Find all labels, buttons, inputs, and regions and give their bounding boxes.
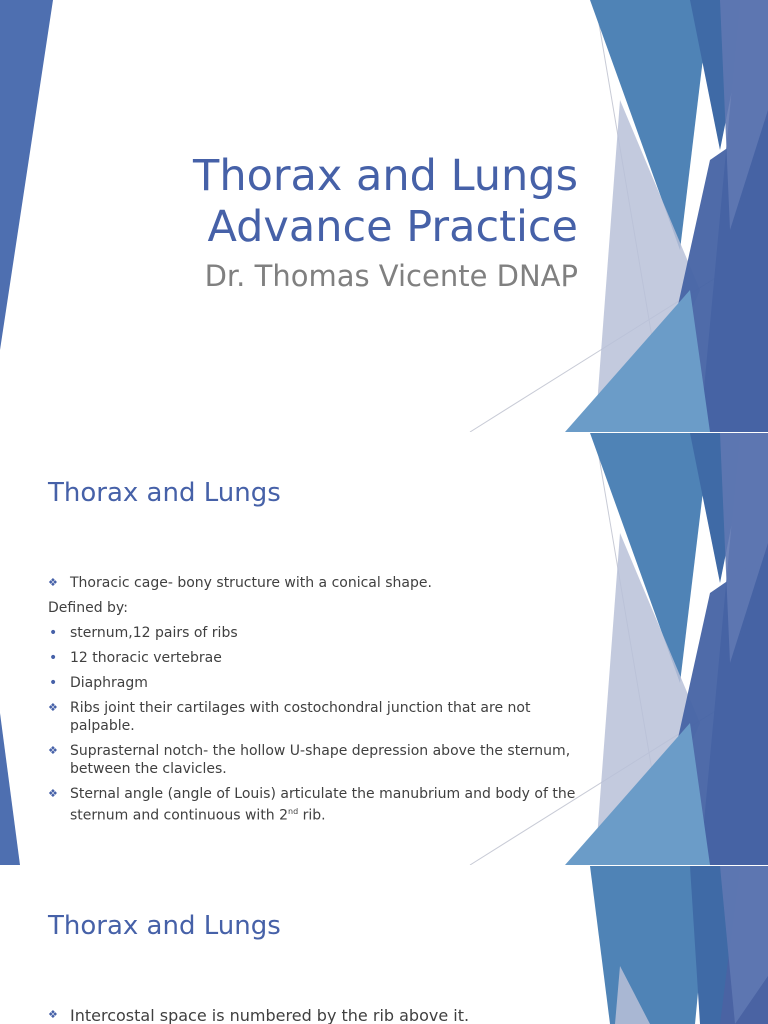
slide-title: Thorax and Lungs <box>48 911 281 941</box>
content-slide-3 <box>0 866 768 1024</box>
diamond-bullet-icon: ❖ <box>48 787 58 800</box>
list-item: • sternum,12 pairs of ribs <box>49 625 238 641</box>
title-slide <box>0 0 768 432</box>
bullet-list <box>48 574 588 832</box>
title-line-1: Thorax and Lungs <box>193 151 578 201</box>
slide-subtitle: Dr. Thomas Vicente DNAP <box>204 259 578 293</box>
list-item: ❖ Intercostal space is numbered by the rib above it. <box>48 1006 470 1024</box>
title-line-2: Advance Practice <box>207 202 578 252</box>
list-item: ❖ Suprasternal notch- the hollow U-shape depression above the sternum, between the clavicles. <box>48 743 571 777</box>
diamond-bullet-icon: ❖ <box>48 701 58 714</box>
list-item: • 12 thoracic vertebrae <box>49 650 222 666</box>
slide-title: Thorax and Lungs <box>48 478 281 508</box>
dot-bullet-icon: • <box>49 650 58 666</box>
list-item: Defined by: <box>48 600 128 616</box>
dot-bullet-icon: • <box>49 675 58 691</box>
list-item: • Diaphragm <box>49 675 148 691</box>
dot-bullet-icon: • <box>49 625 58 641</box>
list-item: ❖ Thoracic cage- bony structure with a conical shape. <box>48 575 432 591</box>
diamond-bullet-icon: ❖ <box>48 576 58 589</box>
list-item: ❖ Sternal angle (angle of Louis) articulate the manubrium and body of the sternum and continuous with 2nd rib. <box>48 786 576 824</box>
slide-decoration <box>0 866 768 1024</box>
diamond-bullet-icon: ❖ <box>48 744 58 757</box>
slide-title <box>193 151 578 253</box>
list-item: ❖ Ribs joint their cartilages with costochondral junction that are not palpable. <box>48 700 531 734</box>
content-slide-2 <box>0 433 768 865</box>
diamond-bullet-icon: ❖ <box>48 1008 58 1021</box>
